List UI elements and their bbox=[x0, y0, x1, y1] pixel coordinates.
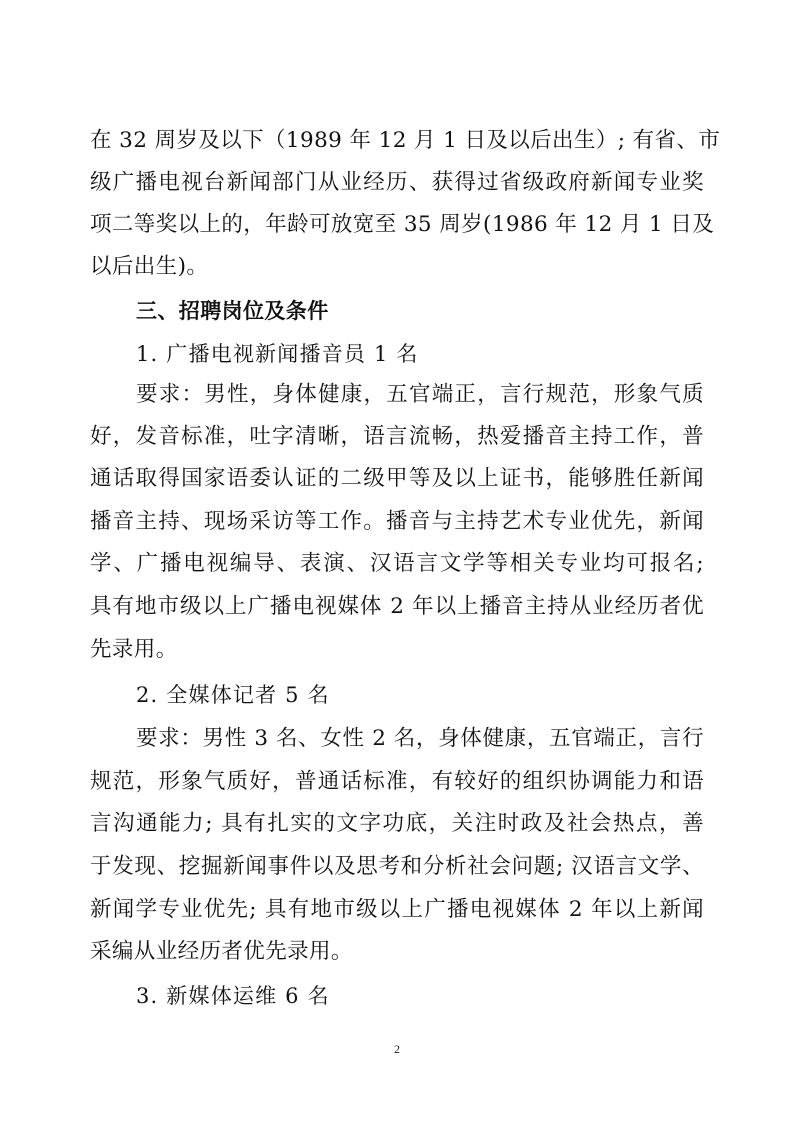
body-text-line: 播音主持、现场采访等工作。播音与主持艺术专业优先，新闻 bbox=[90, 509, 704, 534]
body-text-line: 要求：男性，身体健康，五官端正，言行规范，形象气质 bbox=[136, 382, 704, 407]
body-text-line: 言沟通能力; 具有扎实的文字功底，关注时政及社会热点，善 bbox=[90, 811, 704, 836]
body-text-line: 具有地市级以上广播电视媒体 2 年以上播音主持从业经历者优 bbox=[90, 594, 704, 619]
body-text-line: 采编从业经历者优先录用。 bbox=[90, 939, 353, 964]
body-text-line: 项二等奖以上的，年龄可放宽至 35 周岁(1986 年 12 月 1 日及 bbox=[90, 212, 715, 237]
body-text-line: 新闻学专业优先; 具有地市级以上广播电视媒体 2 年以上新闻 bbox=[90, 897, 704, 922]
body-text-line: 于发现、挖掘新闻事件以及思考和分析社会问题; 汉语言文学、 bbox=[90, 854, 704, 879]
body-text-line: 好，发音标准，吐字清晰，语言流畅，热爱播音主持工作，普 bbox=[90, 424, 704, 449]
section-heading: 三、招聘岗位及条件 bbox=[136, 299, 329, 323]
body-text-line: 以后出生)。 bbox=[90, 254, 209, 279]
body-text-line: 在 32 周岁及以下（1989 年 12 月 1 日及以后出生）; 有省、市 bbox=[90, 128, 721, 153]
job-title: 1. 广播电视新闻播音员 1 名 bbox=[136, 342, 419, 366]
job-title: 2. 全媒体记者 5 名 bbox=[136, 683, 330, 707]
body-text-line: 通话取得国家语委认证的二级甲等及以上证书，能够胜任新闻 bbox=[90, 466, 704, 491]
body-text-line: 规范，形象气质好，普通话标准，有较好的组织协调能力和语 bbox=[90, 769, 704, 794]
body-text-line: 学、广播电视编导、表演、汉语言文学等相关专业均可报名; bbox=[90, 551, 704, 576]
page-number: 2 bbox=[394, 1042, 400, 1056]
body-text-line: 先录用。 bbox=[90, 637, 178, 662]
job-title: 3. 新媒体运维 6 名 bbox=[136, 984, 330, 1008]
body-text-line: 要求：男性 3 名、女性 2 名，身体健康，五官端正，言行 bbox=[136, 726, 704, 751]
body-text-line: 级广播电视台新闻部门从业经历、获得过省级政府新闻专业奖 bbox=[90, 170, 704, 195]
